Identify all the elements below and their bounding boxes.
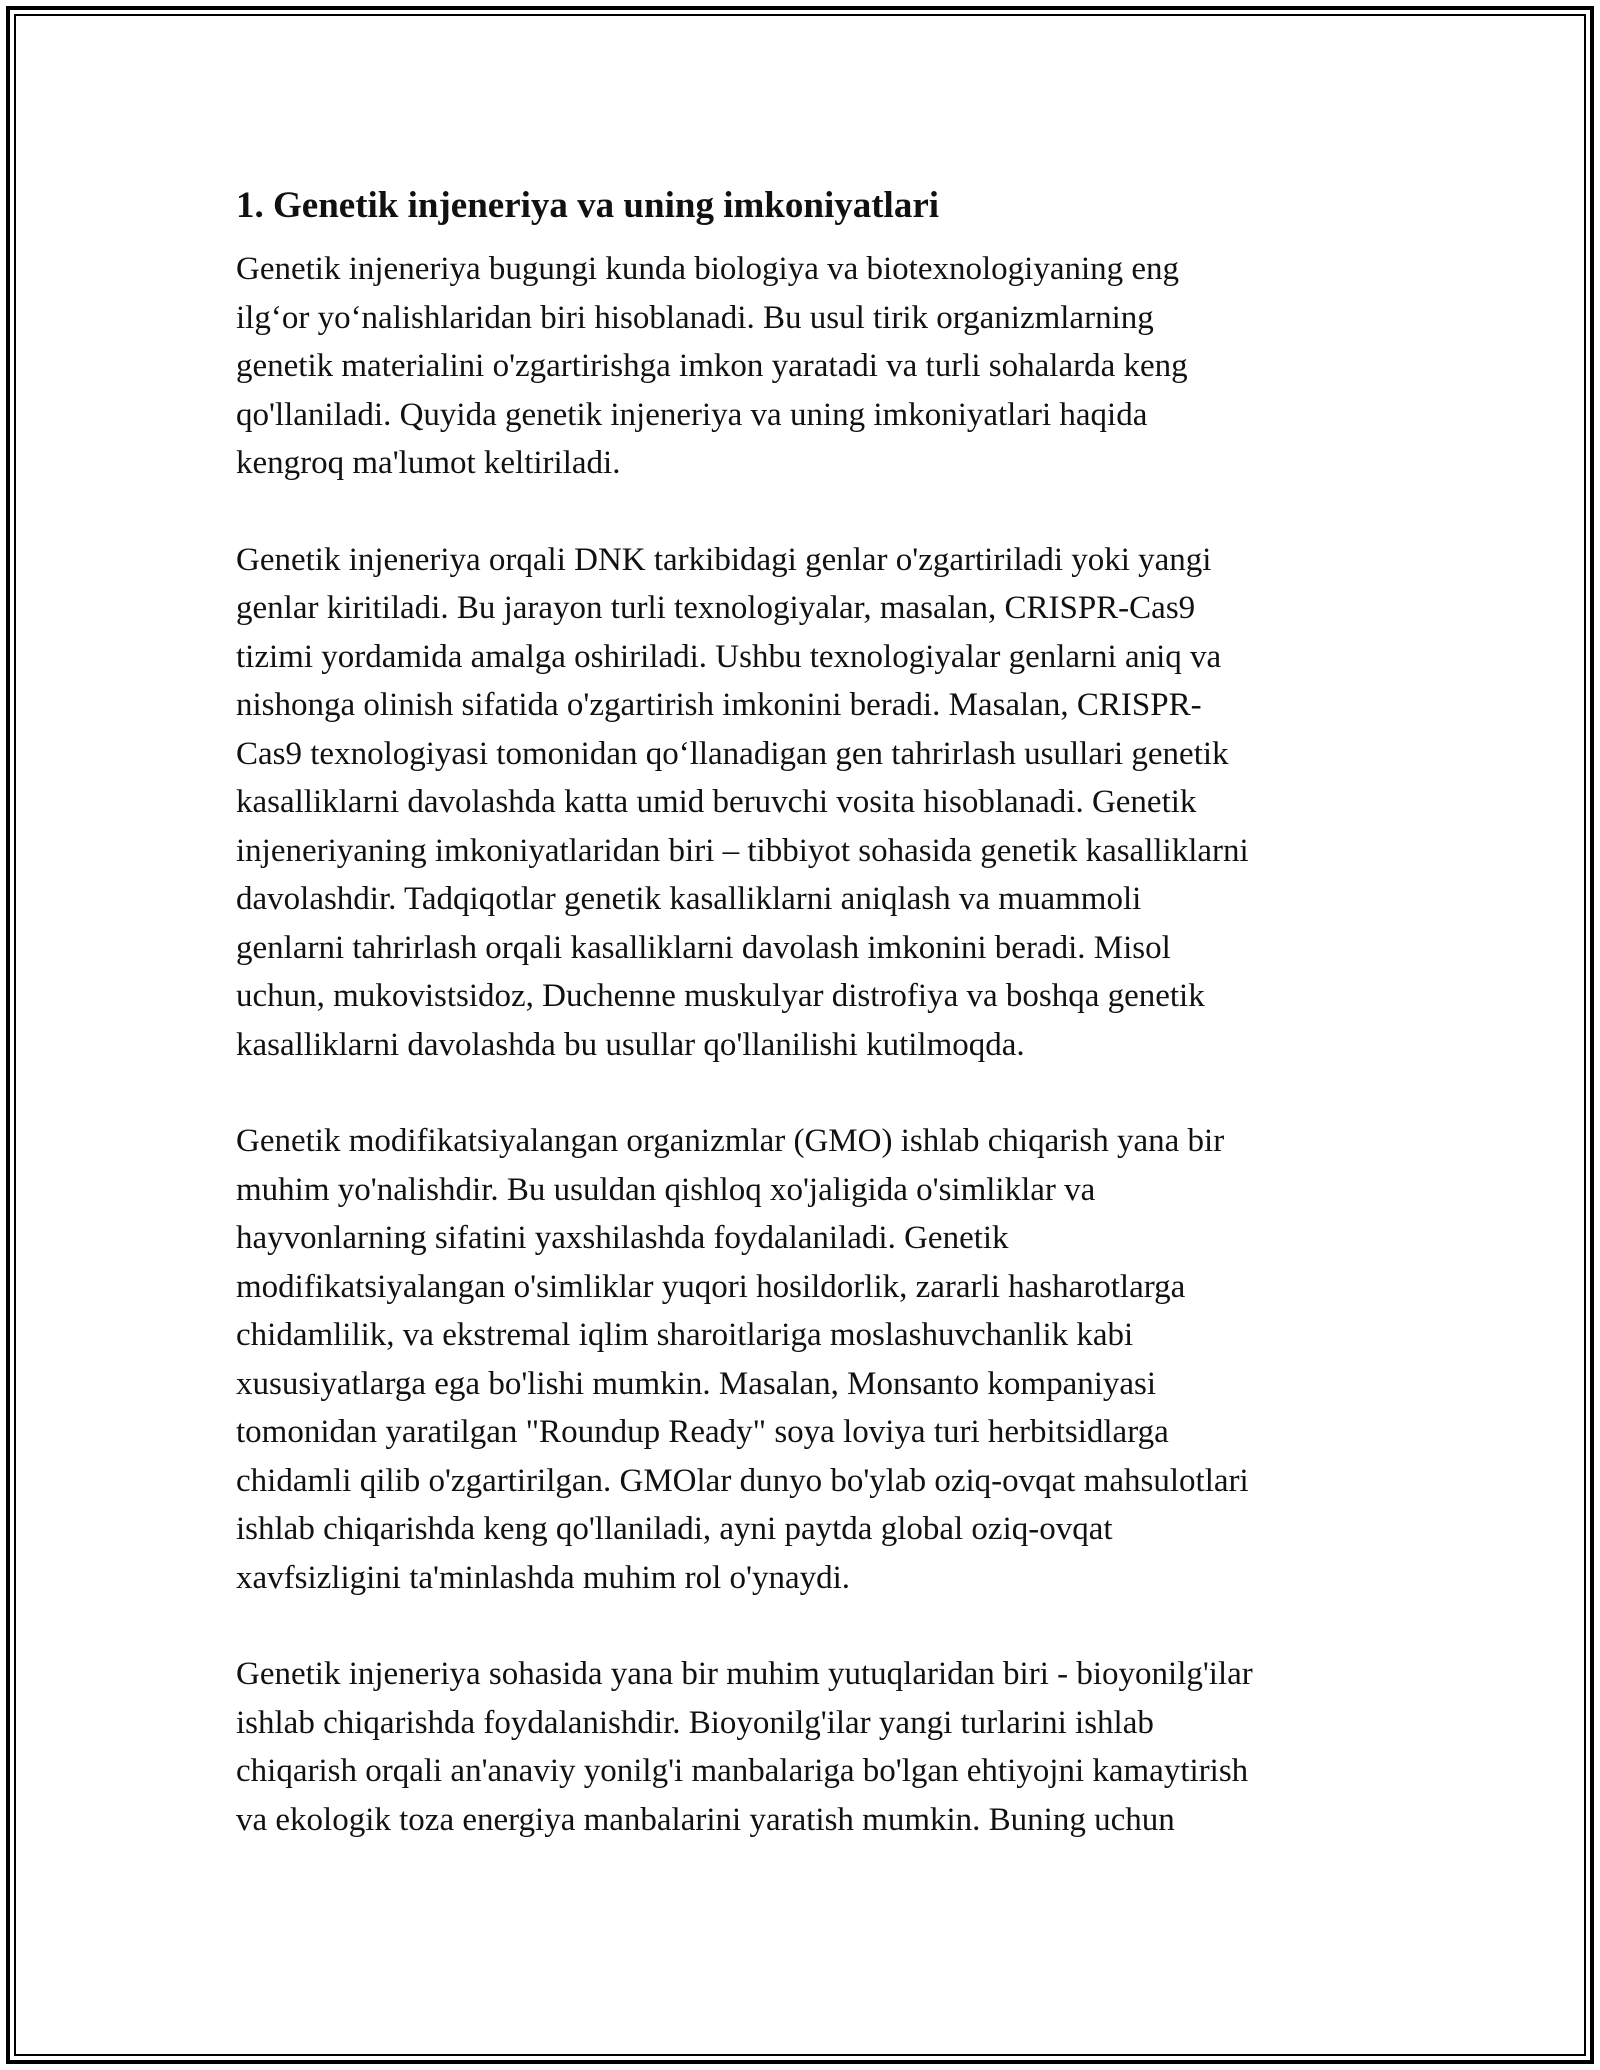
text-line: chiqarish orqali an'anaviy yonilg'i manbalariga bo'lgan ehtiyojni kamaytirish — [236, 1753, 1249, 1789]
text-line: chidamli qilib o'zgartirilgan. GMOlar dunyo bo'ylab oziq-ovqat mahsulotlari — [236, 1462, 1249, 1499]
text-line: kengroq ma'lumot keltiriladi. — [236, 445, 621, 481]
paragraph-4 — [236, 1650, 1386, 1844]
text-line: Genetik injeneriya bugungi kunda biologiya va biotexnologiyaning eng — [236, 251, 1180, 287]
text-line: Genetik modifikatsiyalangan organizmlar (GMO) ishlab chiqarish yana bir — [236, 1123, 1225, 1159]
text-line: va ekologik toza energiya manbalarini yaratish mumkin. Buning uchun — [236, 1801, 1175, 1838]
text-line: Genetik injeneriya sohasida yana bir muhim yutuqlaridan biri - bioyonilg'ilar — [236, 1656, 1253, 1692]
text-line: Cas9 texnologiyasi tomonidan qo‘llanadigan gen tahrirlash usullari genetik — [236, 735, 1229, 772]
text-line: qo'llaniladi. Quyida genetik injeneriya va uning imkoniyatlari haqida — [236, 396, 1148, 433]
section-heading: 1. Genetik injeneriya va uning imkoniyatlari — [236, 185, 940, 226]
paragraph-1 — [236, 245, 1386, 488]
text-line: tomonidan yaratilgan "Roundup Ready" soya loviya turi herbitsidlarga — [236, 1414, 1169, 1450]
text-line: kasalliklarni davolashda katta umid beruvchi vosita hisoblanadi. Genetik — [236, 784, 1197, 820]
text-line: injeneriyaning imkoniyatlaridan biri – tibbiyot sohasida genetik kasalliklarni — [236, 832, 1249, 869]
text-line: genetik materialini o'zgartirishga imkon yaratadi va turli sohalarda keng — [236, 348, 1188, 384]
paragraph-2 — [236, 536, 1386, 1070]
text-line: muhim yo'nalishdir. Bu usuldan qishloq xo'jaligida o'simliklar va — [236, 1171, 1096, 1208]
text-line: ishlab chiqarishda keng qo'llaniladi, ayni paytda global oziq-ovqat — [236, 1511, 1113, 1547]
paragraph-3 — [236, 1117, 1386, 1602]
text-line: Genetik injeneriya orqali DNK tarkibidagi genlar o'zgartiriladi yoki yangi — [236, 541, 1212, 578]
text-line: davolashdir. Tadqiqotlar genetik kasalliklarni aniqlash va muammoli — [236, 881, 1142, 917]
text-line: xususiyatlarga ega bo'lishi mumkin. Masalan, Monsanto kompaniyasi — [236, 1365, 1157, 1402]
text-line: chidamlilik, va ekstremal iqlim sharoitlariga moslashuvchanlik kabi — [236, 1317, 1134, 1353]
text-line: modifikatsiyalangan o'simliklar yuqori hosildorlik, zararli hasharotlarga — [236, 1268, 1186, 1305]
text-line: genlarni tahrirlash orqali kasalliklarni davolash imkonini beradi. Misol — [236, 929, 1171, 966]
text-line: ishlab chiqarishda foydalanishdir. Bioyonilg'ilar yangi turlarini ishlab — [236, 1704, 1154, 1741]
text-line: ilg‘or yo‘nalishlaridan biri hisoblanadi. Bu usul tirik organizmlarning — [236, 299, 1154, 336]
text-line: xavfsizligini ta'minlashda muhim rol o'ynaydi. — [236, 1559, 851, 1596]
text-line: tizimi yordamida amalga oshiriladi. Ushbu texnologiyalar genlarni aniq va — [236, 638, 1222, 675]
text-line: uchun, mukovistsidoz, Duchenne muskulyar distrofiya va boshqa genetik — [236, 978, 1205, 1014]
text-line: hayvonlarning sifatini yaxshilashda foydalaniladi. Genetik — [236, 1220, 1009, 1256]
text-line: nishonga olinish sifatida o'zgartirish imkonini beradi. Masalan, CRISPR- — [236, 687, 1202, 723]
text-line: kasalliklarni davolashda bu usullar qo'llanilishi kutilmoqda. — [236, 1026, 1025, 1063]
document-body — [236, 183, 1386, 1892]
text-line: genlar kiritiladi. Bu jarayon turli texnologiyalar, masalan, CRISPR-Cas9 — [236, 590, 1196, 626]
